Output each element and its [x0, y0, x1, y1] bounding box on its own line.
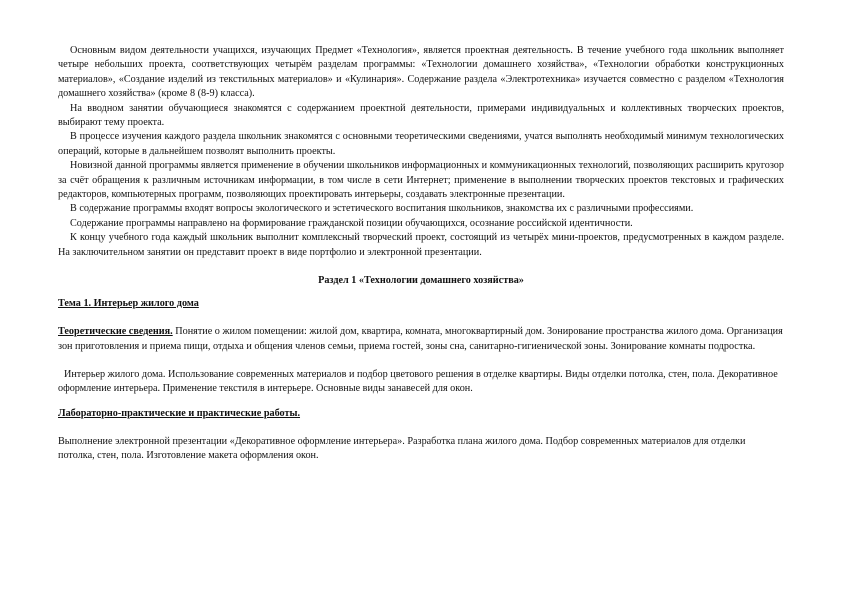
intro-paragraph-7: К концу учебного года каждый школьник выполнит комплексный творческий проект, состоящий из четырёх мини-проектов, предусмотренных в каждом разделе. На заключительном занятии он представит проект в виде портфолио и электронной презентации.	[58, 232, 784, 258]
section-title: Раздел 1 «Технологии домашнего хозяйства»	[318, 275, 524, 287]
intro-paragraph-4: Новизной данной программы является применение в обучении школьников информационных и коммуникационных технологий, позволяющих расширить кругозор за счёт обращения к различным источникам информации, в том числе в сети Интернет; применение в выполнении творческих проектов текстовых и графических редакторов, компьютерных программ, позволяющих проектировать интерьеры, создавать электронные презентации.	[58, 160, 784, 201]
interior-paragraph: Интерьер жилого дома. Использование современных материалов и подбор цветового решения в отделке квартиры. Виды отделки потолка, стен, пола. Декоративное оформление интерьера. Применение текстиля в интерьере. Основные виды занавесей для окон.	[58, 368, 778, 395]
intro-paragraph-1: Основным видом деятельности учащихся, изучающих Предмет «Технология», является проектная деятельность. В течение учебного года школьник выполняет четыре небольших проекта, соответствующих четырём разделам программы: «Технологии домашнего хозяйства», «Технологии обработки конструкционных материалов», «Создание изделий из текстильных материалов» и «Кулинария». Содержание раздела «Электротехника» изучается совместно с разделом «Технология домашнего хозяйства» (кроме 8 (8-9) класса).	[58, 45, 784, 100]
theory-paragraph	[58, 325, 784, 354]
intro-paragraph-3: В процессе изучения каждого раздела школьник знакомятся с основными теоретическими сведениями, учатся выполнять необходимый минимум технологических операций, которые в дальнейшем позволят выполнить проекты.	[58, 131, 784, 157]
topic-title: Тема 1. Интерьер жилого дома	[58, 298, 199, 310]
intro-paragraph-6: Содержание программы направлено на формирование гражданской позиции обучающихся, осознание российской идентичности.	[70, 217, 633, 229]
theory-label: Теоретические сведения.	[58, 326, 173, 338]
theory-text: Понятие о жилом помещении: жилой дом, квартира, комната, многоквартирный дом. Зонирование пространства жилого дома. Организация зон приготовления и приема пищи, отдыха и общения членов семьи, приема гостей, зоны сна, санитарно-гигиенической зоны. Зонирование комнаты подростка.	[58, 326, 783, 352]
intro-paragraph-2: На вводном занятии обучающиеся знакомятся с содержанием проектной деятельности, примерами индивидуальных и коллективных творческих проектов, выбирают тему проекта.	[58, 102, 784, 129]
lab-paragraph: Выполнение электронной презентации «Декоративное оформление интерьера». Разработка плана жилого дома. Подбор современных материалов для отделки потолка, стен, пола. Изготовление макета оформления окон.	[58, 435, 746, 462]
lab-title: Лабораторно-практические и практические работы.	[58, 407, 301, 419]
intro-paragraph-5: В содержание программы входят вопросы экологического и эстетического воспитания школьников, знакомства их с различными профессиями.	[70, 203, 694, 215]
